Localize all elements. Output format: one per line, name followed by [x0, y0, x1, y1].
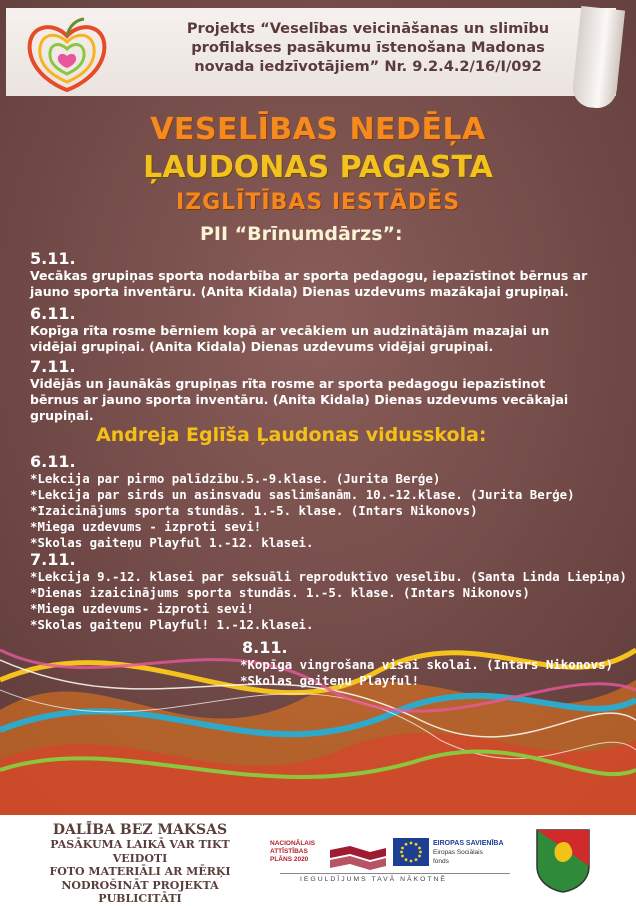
pii-day-date: 7.11.	[30, 357, 76, 376]
pii-day-text	[30, 376, 610, 424]
participation-notice	[44, 822, 236, 906]
list-item: *Lekcija par pirmo palīdzību.5.-9.klase. (Jurita Berģe)	[30, 471, 441, 486]
eu-text	[433, 839, 504, 866]
slogan-divider	[280, 873, 510, 874]
school-day-list	[240, 657, 613, 689]
eu-fund-line: Eiropas Sociālais	[433, 849, 483, 856]
pii-day-line: bērnus ar jauno sporta inventāru. (Anita Kidala) Dienas uzdevums vecākajai	[30, 392, 569, 407]
pii-day-line: grupiņai.	[30, 408, 94, 423]
pii-day-line: jauno sporta inventāru. (Anita Kidala) Dienas uzdevums mazākajai grupiņai.	[30, 284, 569, 299]
list-item: *Dienas izaicinājums sporta stundās. 1.-5. klase. (Intars Nikonovs)	[30, 585, 530, 600]
list-item: *Skolas gaiteņu Playful 1.-12. klasei.	[30, 535, 314, 550]
notice-headline: DALĪBA BEZ MAKSAS	[52, 822, 228, 838]
nap-text	[270, 840, 326, 864]
nap-line: NACIONĀLAIS	[270, 840, 316, 847]
apple-heart-logo	[22, 16, 112, 94]
list-item: *Miega uzdevums - izproti sevi!	[30, 519, 262, 534]
pii-heading: PII “Brīnumdārzs”:	[200, 223, 403, 245]
pii-day-date: 6.11.	[30, 304, 76, 323]
headline-line-1: VESELĪBAS NEDĒĻA	[150, 112, 486, 147]
school-day-list	[30, 471, 575, 551]
school-day-date: 7.11.	[30, 550, 76, 569]
project-title-line: profilakses pasākumu īstenošana Madonas	[191, 39, 545, 56]
list-item: *Lekcija 9.-12. klasei par seksuāli reproduktīvo veselību. (Santa Linda Liepiņa)	[30, 569, 627, 584]
school-day-date: 6.11.	[30, 452, 76, 471]
list-item: *Miega uzdevums- izproti sevi!	[30, 601, 254, 616]
pii-day-text	[30, 268, 610, 300]
pii-day-date: 5.11.	[30, 249, 76, 268]
notice-line: FOTO MATERIĀLI AR MĒRĶI	[49, 865, 231, 878]
pii-day-line: Vecākas grupiņas sporta nodarbība ar sporta pedagogu, iepazīstinot bērnus ar	[30, 268, 588, 283]
project-title-line: novada iedzīvotājiem” Nr. 9.2.4.2/16/I/092	[194, 58, 542, 75]
notice-line: NODROŠINĀT PROJEKTA PUBLICITĀTI	[61, 878, 219, 905]
list-item: *Lekcija par sirds un asinsvadu saslimšanām. 10.-12.klase. (Jurita Berģe)	[30, 487, 575, 502]
coat-of-arms-icon	[535, 828, 591, 894]
school-heading: Andreja Eglīša Ļaudonas vidusskola:	[96, 424, 487, 446]
list-item: *Skolas gaiteņu Playful!	[240, 673, 420, 688]
eu-fund-line: fonds	[433, 858, 449, 865]
eu-flag-icon	[393, 838, 429, 866]
list-item: *Skolas gaiteņu Playful! 1.-12.klasei.	[30, 617, 314, 632]
notice-line: PASĀKUMA LAIKĀ VAR TIKT VEIDOTI	[50, 838, 230, 865]
headline-line-2: ĻAUDONAS PAGASTA	[143, 150, 493, 185]
project-title-line: Projekts “Veselības veicināšanas un slimību	[186, 20, 550, 37]
list-item: *Izaicinājums sporta stundās. 1.-5. klase. (Intars Nikonovs)	[30, 503, 478, 518]
eu-title: EIROPAS SAVIENĪBA	[433, 840, 504, 847]
project-title	[138, 19, 598, 76]
pii-day-line: Kopīga rīta rosme bērniem kopā ar vecākiem un audzinātājām mazajai un	[30, 323, 550, 338]
headline-line-3: IZGLĪTĪBAS IESTĀDĒS	[175, 190, 461, 215]
pii-day-line: vidējai grupiņai. (Anita Kidala) Dienas uzdevums vidējai grupiņai.	[30, 339, 494, 354]
pii-day-line: Vidējās un jaunākās grupiņas rīta rosme ar sporta pedagogu iepazīstinot	[30, 376, 546, 391]
nap-line: ATTĪSTĪBAS	[270, 848, 308, 855]
pii-day-text	[30, 323, 610, 355]
slogan: IEGULDĪJUMS TAVĀ NĀKOTNĒ	[300, 876, 447, 883]
list-item: *Kopīga vingrošana visai skolai. (Intars Nikonovs)	[240, 657, 613, 672]
school-day-date: 8.11.	[242, 638, 288, 657]
nap-line: PLĀNS 2020	[270, 856, 309, 863]
